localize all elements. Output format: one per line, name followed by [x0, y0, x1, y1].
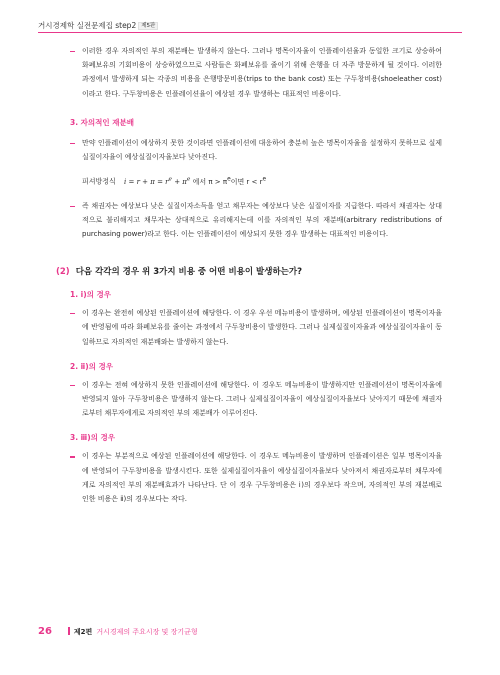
book-title: 거시경제학 실전문제집 step2 — [38, 21, 137, 30]
paragraph-shoeleather: 이러한 경우 자의적인 부의 재분배는 발생하지 않는다. 그러나 명목이자율이 인플레이션율과 동일한 크기로 상승하여 화폐보유의 기회비용이 상승하였으므로 사람들은 화폐보유를 줄이기 위해 은행을 더 자주 방문하게 될 것이다. 이러한 과정에서 발생하게 되는 각종의 비용을 은행방문비용(trips to the bank cost) 또는 구두창비용(shoeleather cost)이라고 한다. 구두창비용은 인플레이션율이 예상된 경우 발생하는 대표적인 비용이다. — [70, 44, 442, 101]
case-1-heading: 1. ⅰ)의 경우 — [70, 290, 112, 300]
edition-tag: 제5판 — [138, 22, 158, 30]
case-3-heading: 3. ⅲ)의 경우 — [70, 433, 115, 443]
formula-expression: $i = r + \pi = r^e + \pi^e$ — [124, 176, 191, 186]
running-header — [38, 20, 158, 31]
paragraph-arbitrary-redistribution: 즉 채권자는 예상보다 낮은 실질이자소득을 얻고 채무자는 예상보다 낮은 실질이자를 지급한다. 따라서 채권자는 상대적으로 불리해지고 채무자는 상대적으로 유리해지는데 이를 자의적인 부의 재분배(arbitrary redistributions of purchasing power)라고 한다. 이는 인플레이션이 예상되지 못한 경우 발생하는 대표적인 비용이다. — [70, 199, 442, 242]
footer-divider — [68, 627, 70, 635]
case-2-heading: 2. ⅱ)의 경우 — [70, 361, 114, 371]
case-1-text: 이 경우는 완전히 예상된 인플레이션에 해당한다. 이 경우 우선 메뉴비용이 발생하며, 예상된 인플레이션이 명목이자율에 반영됨에 따라 화폐보유를 줄이는 과정에서 구두창비용이 발생한다. 그러나 실제실질이자율과 예상실질이자율이 동일하므로 자의적인 재분배와는 발생하지 않는다. — [70, 306, 442, 349]
section-heading-redistribution: 3. 자의적인 재분배 — [70, 117, 135, 127]
case-3-text: 이 경우는 부분적으로 예상된 인플레이션에 해당한다. 이 경우도 메뉴비용이 발생하며 인플레이션은 일부 명목이자율에 반영되어 구두창비용을 발생시킨다. 또한 실제실질이자율이 예상실질이자율보다 낮아져서 채권자로부터 채무자에게로 자의적인 부의 재분배효과가 나타난다. 단 이 경우 구두창비용은 ⅰ)의 경우보다 작으며, 자의적인 부의 재분배로 인한 비용은 ⅱ)의 경우보다는 작다. — [70, 449, 442, 506]
paragraph-unexpected-inflation: 만약 인플레이션이 예상하지 못한 것이라면 인플레이션에 대응하여 충분히 높은 명목이자율을 설정하지 못하므로 실제실질이자율이 예상실질이자율보다 낮아진다. — [70, 136, 442, 164]
question-2 — [56, 265, 442, 277]
formula-condition: 에서 $\pi > \pi^e$이면 $r < r^e$ — [192, 176, 267, 186]
page-footer — [38, 626, 198, 637]
fisher-equation — [70, 176, 442, 186]
question-number: (2) — [56, 267, 70, 278]
page-number: 26 — [38, 626, 52, 637]
formula-label: 피셔방정식 — [82, 177, 116, 186]
header-rule — [38, 32, 462, 33]
page-body — [56, 44, 442, 506]
part-title: 거시경제의 주요시장 및 장기균형 — [96, 628, 198, 636]
question-text: 다음 각각의 경우 위 3가지 비용 중 어떤 비용이 발생하는가? — [75, 267, 303, 278]
part-label: 제2편 — [73, 628, 93, 636]
case-2-text: 이 경우는 전혀 예상하지 못한 인플레이션에 해당한다. 이 경우도 메뉴비용이 발생하지만 인플레이션이 명목이자율에 반영되지 않아 구두창비용은 발생하지 않는다. 그러나 실제실질이자율이 예상실질이자율보다 낮아지기 때문에 채권자로부터 채무자에게로 자의적인 부의 재분배가 이루어진다. — [70, 378, 442, 421]
